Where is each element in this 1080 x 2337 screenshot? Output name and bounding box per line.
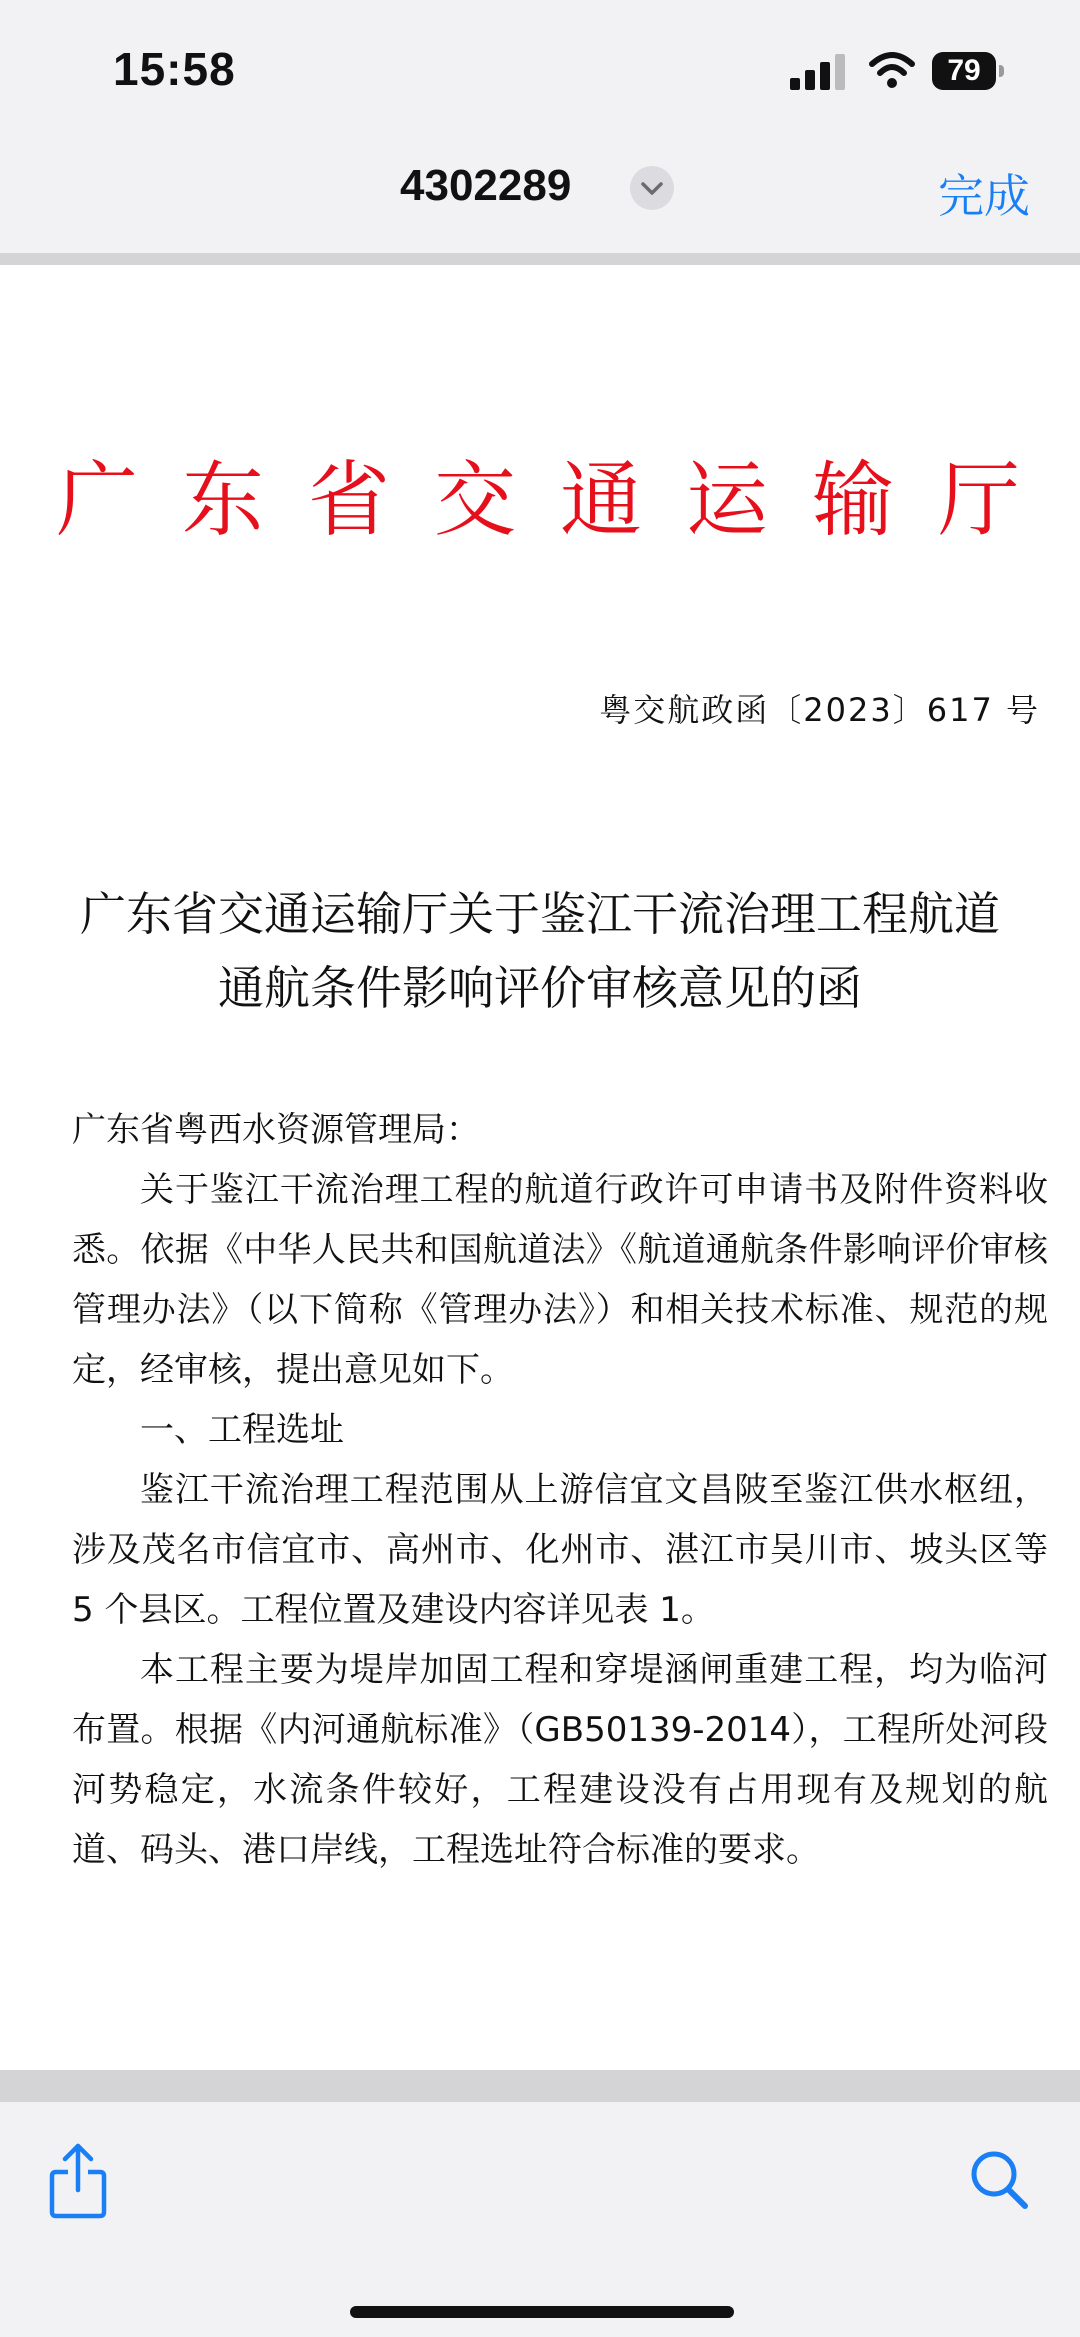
done-button[interactable]: 完成 — [938, 169, 1030, 223]
heading-line-2: 通航条件影响评价审核意见的函 — [218, 961, 862, 1015]
search-icon[interactable] — [968, 2148, 1030, 2212]
divider — [0, 253, 1080, 265]
section-title: 一、工程选址 — [140, 1410, 344, 1450]
document-page[interactable] — [0, 265, 1080, 2070]
salutation: 广东省粤西水资源管理局： — [72, 1110, 480, 1150]
heading-line-1: 广东省交通运输厅关于鉴江干流治理工程航道 — [80, 887, 1000, 941]
document-body — [72, 1100, 1048, 1880]
paragraph: 鉴江干流治理工程范围从上游信宜文昌陂至鉴江供水枢纽，涉及茂名市信宜市、高州市、化州市、湛江市吴川市、坡头区等 5 个县区。工程位置及建设内容详见表 1。 — [72, 1470, 1048, 1630]
battery-level: 79 — [932, 52, 996, 90]
title-menu-button[interactable] — [630, 166, 674, 210]
battery-icon — [932, 52, 1006, 90]
status-time: 15:58 — [113, 43, 236, 95]
share-icon[interactable] — [48, 2142, 108, 2220]
status-bar — [0, 0, 1080, 150]
document-title[interactable]: 4302289 — [400, 161, 572, 210]
issuer-header: 广东省交通运输厅 — [55, 453, 1064, 548]
chevron-down-icon — [640, 178, 664, 198]
paragraph: 关于鉴江干流治理工程的航道行政许可申请书及附件资料收悉。依据《中华人民共和国航道法》《航道通航条件影响评价审核管理办法》（以下简称《管理办法》）和相关技术标准、规范的规定，经审核，提出意见如下。 — [72, 1170, 1048, 1390]
bottom-toolbar — [0, 2102, 1080, 2337]
document-number: 粤交航政函〔2023〕617 号 — [599, 691, 1040, 729]
document-heading — [0, 877, 1080, 1025]
divider — [0, 2070, 1080, 2102]
cellular-signal-icon — [790, 54, 846, 90]
paragraph: 本工程主要为堤岸加固工程和穿堤涵闸重建工程，均为临河布置。根据《内河通航标准》（GB50139-2014），工程所处河段河势稳定，水流条件较好，工程建设没有占用现有及规划的航道、码头、港口岸线，工程选址符合标准的要求。 — [72, 1650, 1048, 1870]
home-indicator[interactable] — [350, 2306, 734, 2318]
wifi-icon — [868, 50, 916, 90]
nav-bar — [0, 150, 1080, 255]
